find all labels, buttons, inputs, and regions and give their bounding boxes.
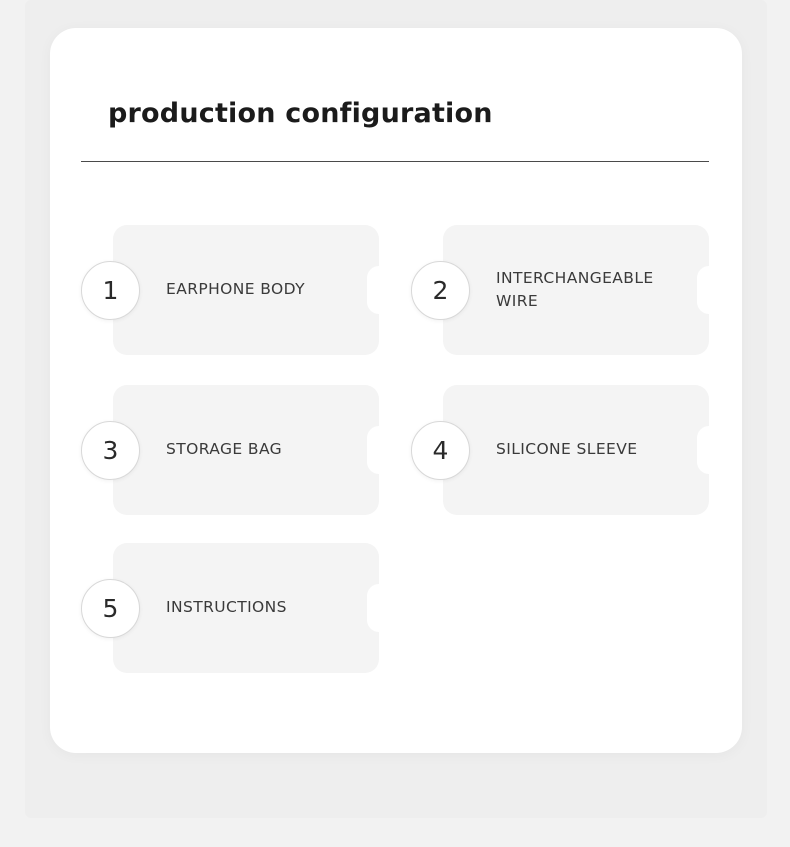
item-label: INTERCHANGEABLE WIRE xyxy=(496,268,654,310)
item-number-badge: 2 xyxy=(411,261,470,320)
item-label: EARPHONE BODY xyxy=(166,280,306,299)
item-number-badge: 1 xyxy=(81,261,140,320)
item-label: SILICONE SLEEVE xyxy=(496,440,638,459)
item-label: STORAGE BAG xyxy=(166,440,283,459)
item-number-badge: 3 xyxy=(81,421,140,480)
item-number-badge: 4 xyxy=(411,421,470,480)
item-label: INSTRUCTIONS xyxy=(166,598,287,617)
item-number-badge: 5 xyxy=(81,579,140,638)
page-title: production configuration xyxy=(108,98,493,129)
